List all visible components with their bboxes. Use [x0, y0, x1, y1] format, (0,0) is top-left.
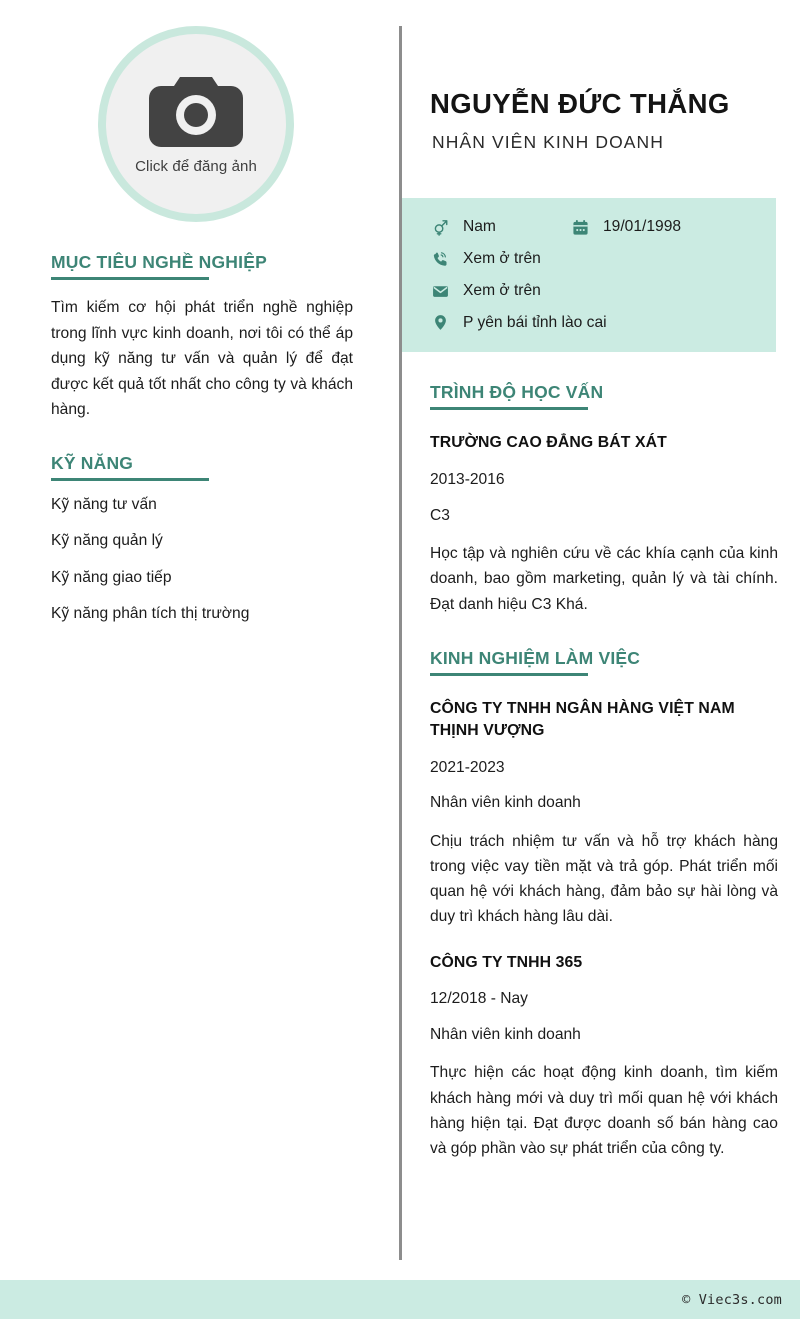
- envelope-icon: [430, 283, 450, 300]
- contact-row: [430, 250, 776, 269]
- experience-description: Chịu trách nhiệm tư vấn và hỗ trợ khách hàng trong việc vay tiền mặt và trả góp. Phát triển mối quan hệ với khách hàng, đảm bảo sự hài lòng và duy trì khách hàng lâu dài.: [430, 832, 778, 926]
- contact-birthday-value: 19/01/1998: [603, 218, 682, 236]
- experience-company: CÔNG TY TNHH NGÂN HÀNG VIỆT NAM THỊNH VƯỢNG: [430, 700, 735, 739]
- contact-row: [430, 282, 776, 301]
- footer-bar: [0, 1280, 800, 1319]
- location-pin-icon: [430, 314, 450, 331]
- list-item: Kỹ năng tư vấn: [51, 496, 157, 514]
- education-entry: [430, 432, 778, 617]
- calendar-icon: [570, 219, 590, 236]
- contact-phone-value: Xem ở trên: [463, 250, 541, 268]
- career-objective-heading: MỤC TIÊU NGHỀ NGHIỆP: [51, 252, 267, 272]
- contact-address: [430, 314, 607, 333]
- experience-heading: KINH NGHIỆM LÀM VIỆC: [430, 647, 641, 668]
- list-item: Kỹ năng giao tiếp: [51, 568, 172, 586]
- education-heading: TRÌNH ĐỘ HỌC VẤN: [430, 382, 604, 403]
- list-item: Kỹ năng phân tích thị trường: [51, 604, 250, 622]
- contact-address-value: P yên bái tỉnh lào cai: [463, 313, 607, 331]
- experience-entry: [430, 952, 778, 1162]
- heading-underline: [51, 277, 209, 280]
- experience-description: Thực hiện các hoạt động kinh doanh, tìm kiếm khách hàng mới và duy trì mối quan hệ với khách hàng hiện tại. Đạt được doanh số bán hàng cao và góp phần vào sự phát triển của công ty.: [430, 1064, 778, 1158]
- skills-section: [51, 453, 366, 624]
- right-column: [402, 0, 800, 1280]
- contact-email: [430, 282, 541, 301]
- page-title: NGUYỄN ĐỨC THẮNG: [430, 88, 730, 119]
- contact-gender-value: Nam: [463, 218, 496, 236]
- photo-upload-placeholder[interactable]: [98, 26, 294, 222]
- heading-underline: [430, 407, 588, 410]
- heading-underline: [430, 673, 588, 676]
- list-item: Kỹ năng quản lý: [51, 532, 163, 550]
- contact-phone: [430, 250, 541, 269]
- left-column: [0, 0, 400, 1280]
- photo-upload-label: Click để đăng ảnh: [135, 158, 257, 175]
- experience-period: 12/2018 - Nay: [430, 990, 528, 1008]
- contact-gender: [430, 218, 570, 237]
- skills-list: [51, 495, 366, 624]
- education-degree: C3: [430, 506, 450, 524]
- contact-birthday: [570, 218, 681, 237]
- experience-entry: [430, 698, 778, 930]
- skills-heading: KỸ NĂNG: [51, 452, 134, 473]
- experience-role: Nhân viên kinh doanh: [430, 1025, 581, 1043]
- experience-section: [402, 648, 800, 1161]
- contact-info-box: [402, 198, 776, 352]
- career-objective-text: Tìm kiếm cơ hội phát triển nghề nghiệp trong lĩnh vực kinh doanh, nơi tôi có thể áp dụng kỹ năng tư vấn và quản lý để đạt được kết quả tốt nhất cho công ty và khách hàng.: [51, 299, 353, 419]
- gender-icon: [430, 219, 450, 236]
- heading-underline: [51, 478, 209, 481]
- education-school: TRƯỜNG CAO ĐẲNG BÁT XÁT: [430, 434, 667, 452]
- contact-email-value: Xem ở trên: [463, 281, 541, 299]
- job-title: NHÂN VIÊN KINH DOANH: [432, 132, 665, 153]
- education-description: Học tập và nghiên cứu về các khía cạnh của kinh doanh, bao gồm marketing, quản lý và tài chính. Đạt danh hiệu C3 Khá.: [430, 545, 778, 613]
- phone-icon: [430, 251, 450, 268]
- copyright-text: © Viec3s.com: [682, 1291, 782, 1308]
- education-period: 2013-2016: [430, 471, 505, 489]
- contact-row: [430, 314, 776, 333]
- experience-company: CÔNG TY TNHH 365: [430, 953, 583, 971]
- experience-period: 2021-2023: [430, 758, 505, 776]
- contact-row: [430, 218, 776, 237]
- career-objective-section: [51, 252, 366, 423]
- education-section: [402, 382, 800, 617]
- experience-role: Nhân viên kinh doanh: [430, 794, 581, 812]
- camera-icon: [149, 73, 243, 152]
- name-block: [402, 0, 800, 153]
